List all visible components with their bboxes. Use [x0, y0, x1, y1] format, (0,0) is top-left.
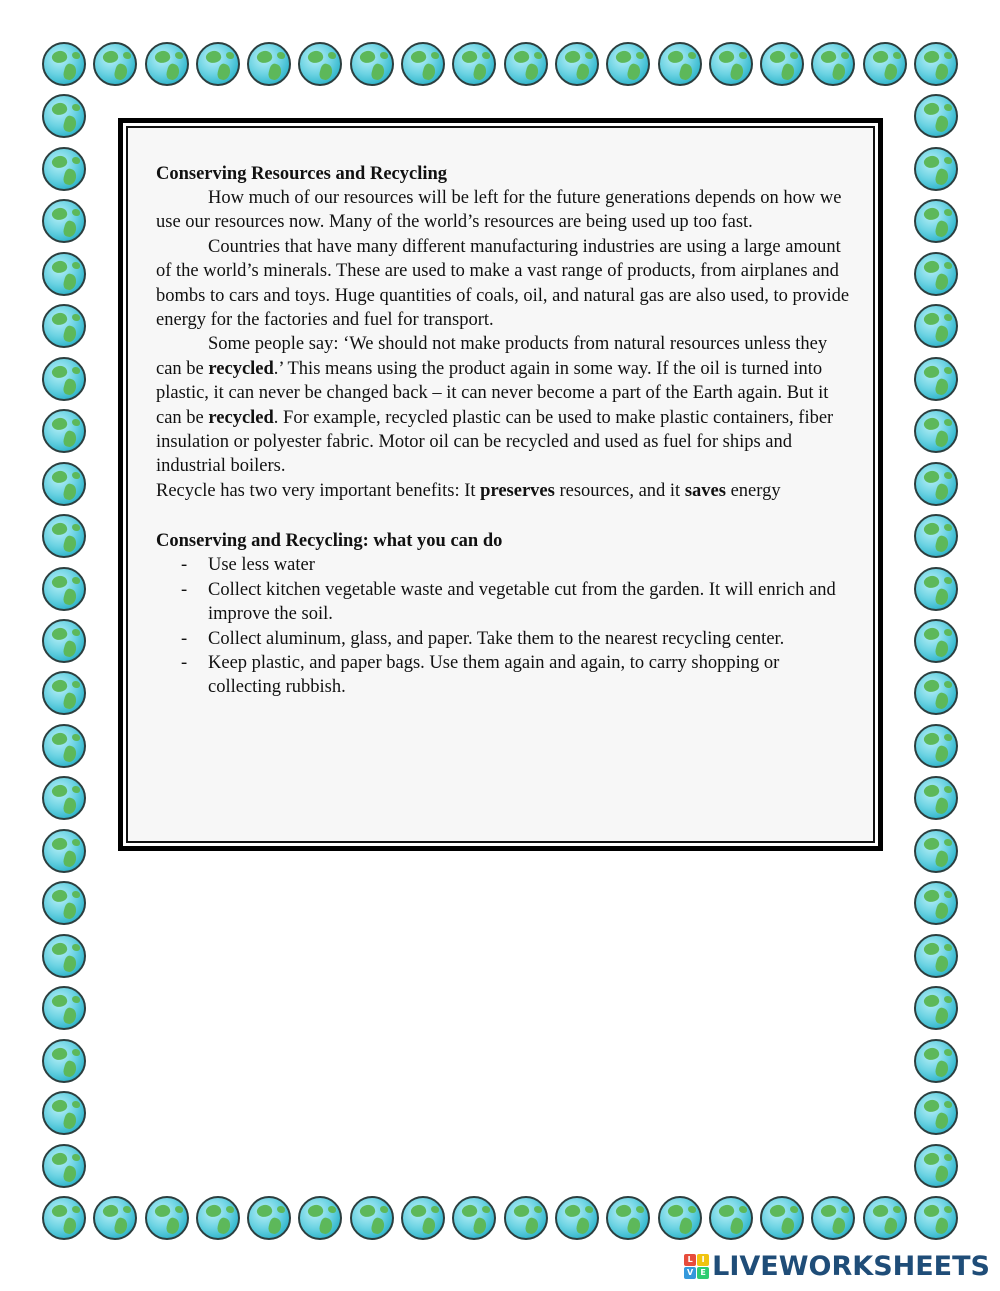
tips-list	[156, 553, 851, 699]
earth-globe-icon	[504, 42, 548, 86]
tips-title: Conserving and Recycling: what you can do	[156, 531, 503, 552]
earth-globe-icon	[42, 1144, 86, 1188]
earth-globe-icon	[760, 1196, 804, 1240]
dash-bullet: -	[181, 579, 188, 600]
earth-globe-icon	[145, 42, 189, 86]
earth-globe-icon	[42, 724, 86, 768]
list-item: - Use less water	[156, 553, 851, 577]
earth-globe-icon	[811, 42, 855, 86]
keyword-saves: saves	[684, 480, 726, 501]
earth-globe-icon	[42, 514, 86, 558]
earth-globe-icon	[914, 934, 958, 978]
earth-globe-icon	[42, 776, 86, 820]
earth-globe-icon	[42, 1196, 86, 1240]
earth-globe-icon	[247, 42, 291, 86]
earth-globe-icon	[914, 199, 958, 243]
earth-globe-icon	[42, 619, 86, 663]
earth-globe-icon	[914, 619, 958, 663]
earth-globe-icon	[298, 42, 342, 86]
earth-globe-icon	[914, 147, 958, 191]
earth-globe-icon	[914, 881, 958, 925]
dash-bullet: -	[181, 555, 188, 576]
earth-globe-icon	[914, 724, 958, 768]
brand-name: LIVEWORKSHEETS	[712, 1250, 990, 1282]
earth-globe-icon	[350, 1196, 394, 1240]
earth-globe-icon	[452, 1196, 496, 1240]
earth-globe-icon	[555, 1196, 599, 1240]
earth-globe-icon	[914, 776, 958, 820]
earth-globe-icon	[914, 567, 958, 611]
earth-globe-icon	[504, 1196, 548, 1240]
earth-globe-icon	[42, 1039, 86, 1083]
earth-globe-icon	[401, 1196, 445, 1240]
earth-globe-icon	[914, 304, 958, 348]
paragraph-2: Countries that have many different manufacturing industries are using a large amount of the world’s minerals. These are used to make a vast range of products, from airplanes and bombs to cars and toys. Huge quantities of coals, oil, and natural gas are also used, to provide energy for the factories and fuel for transport.	[156, 236, 850, 331]
reading-card	[118, 118, 883, 851]
earth-globe-icon	[555, 42, 599, 86]
earth-globe-icon	[914, 1091, 958, 1135]
list-item: - Collect aluminum, glass, and paper. Take them to the nearest recycling center.	[156, 627, 851, 651]
earth-globe-icon	[298, 1196, 342, 1240]
earth-globe-icon	[452, 42, 496, 86]
reading-text-area	[126, 126, 875, 843]
earth-globe-icon	[914, 1039, 958, 1083]
earth-globe-icon	[914, 829, 958, 873]
liveworksheets-brand[interactable]	[684, 1249, 990, 1283]
earth-globe-icon	[914, 409, 958, 453]
paragraph-4: Recycle has two very important benefits: It preserves resources, and it saves energy	[156, 480, 781, 501]
earth-globe-icon	[42, 1091, 86, 1135]
earth-globe-icon	[914, 42, 958, 86]
earth-globe-icon	[42, 94, 86, 138]
earth-globe-icon	[42, 986, 86, 1030]
paragraph-1: How much of our resources will be left for the future generations depends on how we use our resources now. Many of the world’s resources are being used up too fast.	[156, 188, 842, 233]
earth-globe-icon	[42, 147, 86, 191]
dash-bullet: -	[181, 628, 188, 649]
earth-globe-icon	[914, 986, 958, 1030]
earth-globe-icon	[401, 42, 445, 86]
earth-globe-icon	[914, 514, 958, 558]
earth-globe-icon	[709, 42, 753, 86]
earth-globe-icon	[93, 42, 137, 86]
earth-globe-icon	[914, 252, 958, 296]
list-item: - Collect kitchen vegetable waste and vegetable cut from the garden. It will enrich and improve the soil.	[181, 579, 836, 625]
earth-globe-icon	[196, 1196, 240, 1240]
earth-globe-icon	[914, 1196, 958, 1240]
earth-globe-icon	[42, 357, 86, 401]
keyword-preserves: preserves	[480, 480, 555, 501]
earth-globe-icon	[42, 462, 86, 506]
earth-globe-icon	[42, 567, 86, 611]
earth-globe-icon	[247, 1196, 291, 1240]
keyword-recycled: recycled	[208, 407, 274, 428]
earth-globe-icon	[811, 1196, 855, 1240]
earth-globe-icon	[42, 42, 86, 86]
earth-globe-icon	[709, 1196, 753, 1240]
liveworksheets-logo-icon: L I V E	[684, 1254, 709, 1279]
earth-globe-icon	[658, 42, 702, 86]
earth-globe-icon	[196, 42, 240, 86]
earth-globe-icon	[93, 1196, 137, 1240]
earth-globe-icon	[914, 94, 958, 138]
paragraph-3: Some people say: ‘We should not make products from natural resources unless they can be recycled.’ This means using the product again in some way. If the oil is turned into plastic, it can never be changed back – it can never become a part of the Earth again. But it can be recycled. For example, recycled plastic can be used to make plastic containers, fiber insulation or polyester fabric. Motor oil can be recycled and used as fuel for ships and industrial boilers.	[156, 334, 834, 477]
earth-globe-icon	[42, 934, 86, 978]
earth-globe-icon	[606, 1196, 650, 1240]
earth-globe-icon	[42, 829, 86, 873]
article-title: Conserving Resources and Recycling	[156, 164, 448, 184]
earth-globe-icon	[863, 1196, 907, 1240]
earth-globe-icon	[42, 671, 86, 715]
earth-globe-icon	[914, 1144, 958, 1188]
earth-globe-icon	[914, 462, 958, 506]
earth-globe-icon	[145, 1196, 189, 1240]
earth-globe-icon	[42, 252, 86, 296]
earth-globe-icon	[350, 42, 394, 86]
earth-globe-icon	[760, 42, 804, 86]
earth-globe-icon	[606, 42, 650, 86]
earth-globe-icon	[42, 881, 86, 925]
earth-globe-icon	[914, 357, 958, 401]
list-item: - Keep plastic, and paper bags. Use them again and again, to carry shopping or collecting rubbish.	[181, 652, 780, 698]
dash-bullet: -	[181, 652, 188, 673]
earth-globe-icon	[42, 199, 86, 243]
earth-globe-icon	[914, 671, 958, 715]
earth-globe-icon	[42, 304, 86, 348]
earth-globe-icon	[658, 1196, 702, 1240]
earth-globe-icon	[42, 409, 86, 453]
keyword-recycled: recycled	[208, 358, 274, 379]
earth-globe-icon	[863, 42, 907, 86]
